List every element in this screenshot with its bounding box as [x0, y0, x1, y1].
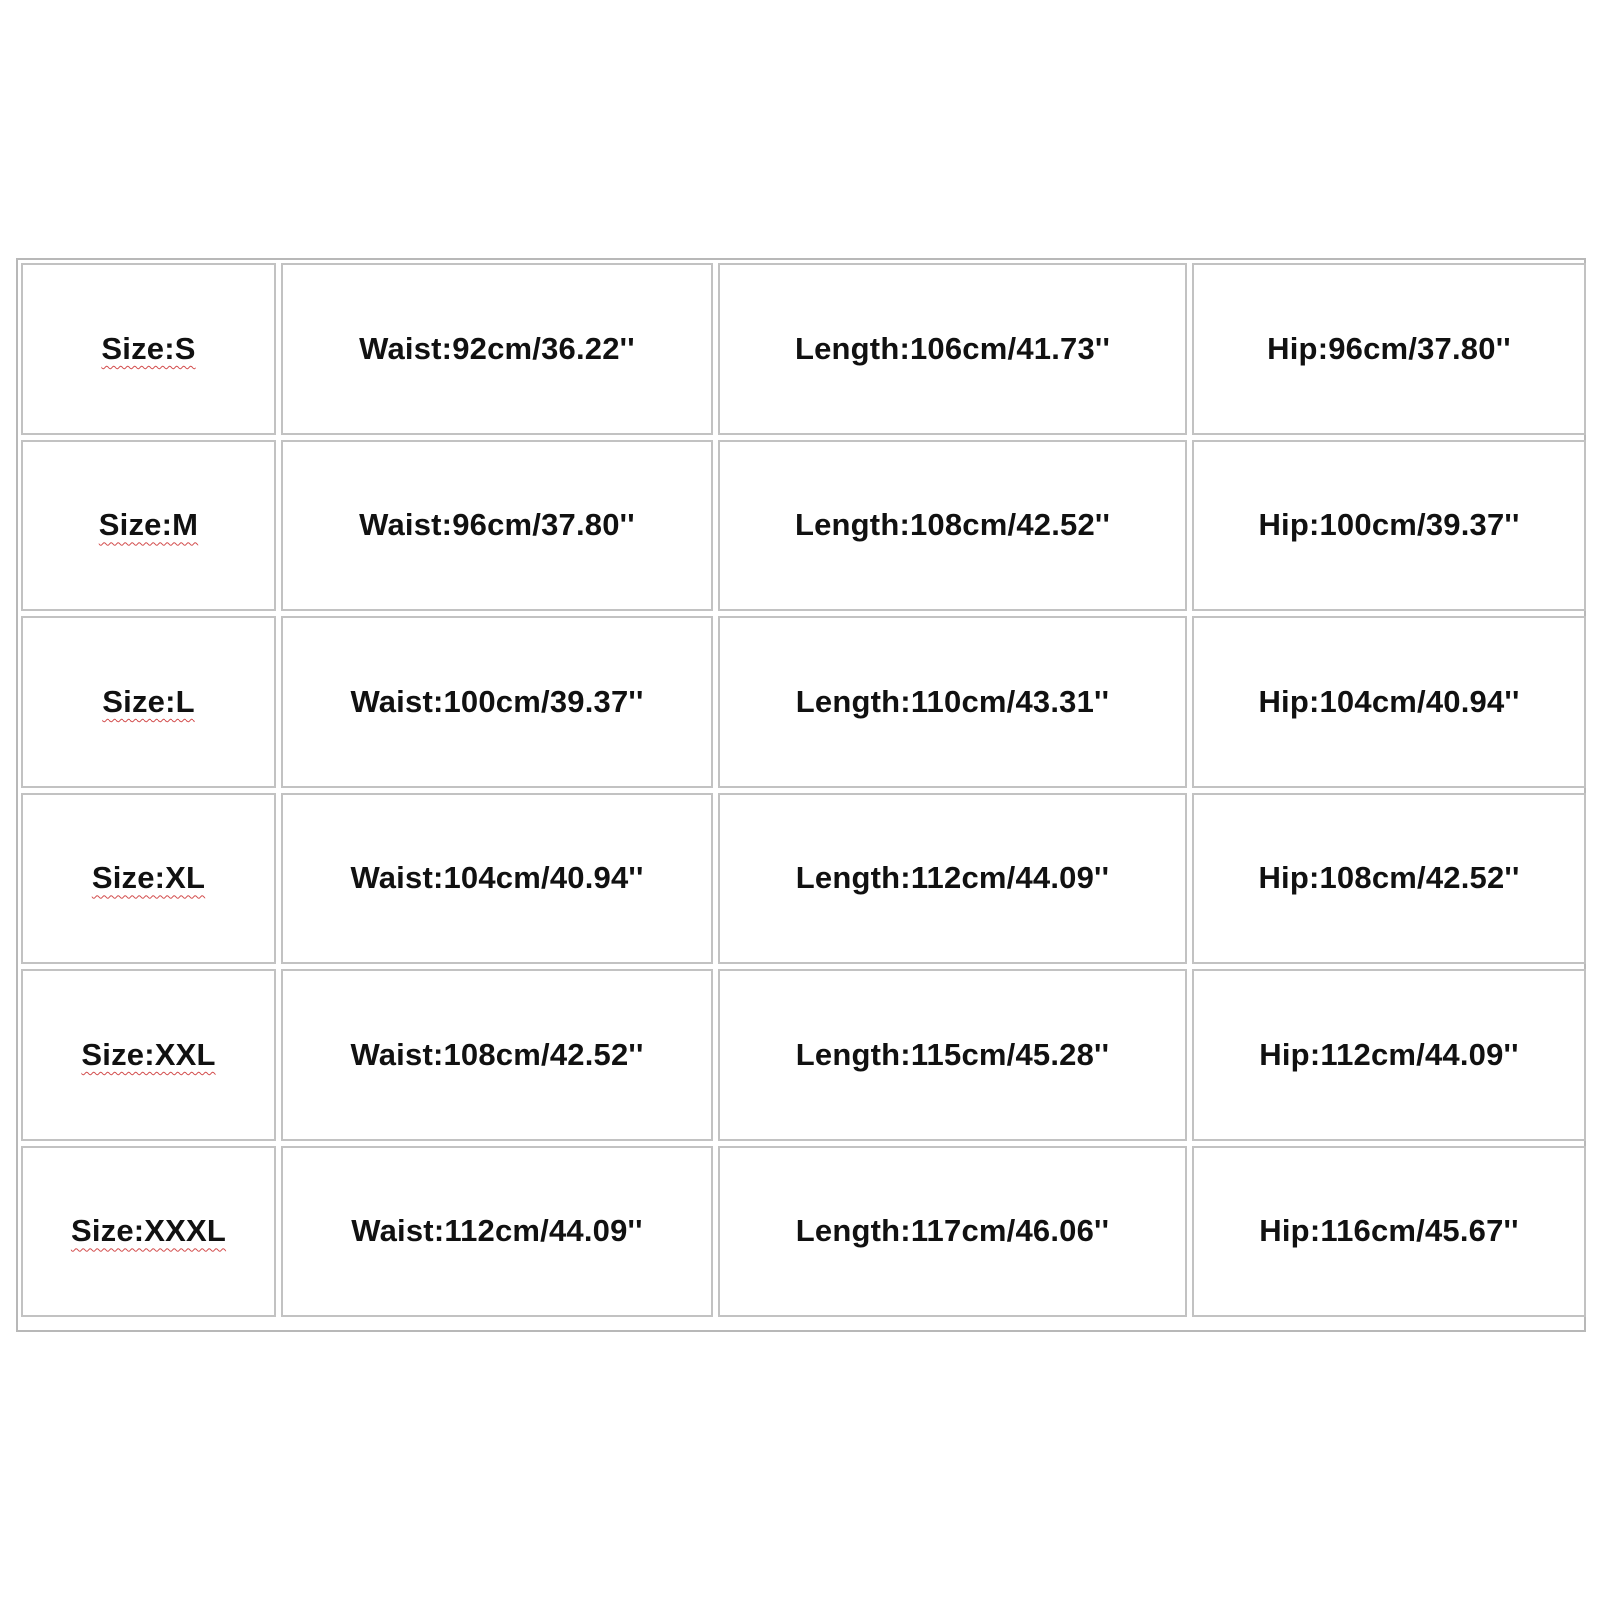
size-cell: [21, 616, 276, 788]
waist-cell: Waist:112cm/44.09'': [281, 1146, 713, 1318]
hip-cell: Hip:108cm/42.52'': [1192, 793, 1586, 965]
size-label: Size:M: [98, 507, 199, 543]
hip-cell: Hip:104cm/40.94'': [1192, 616, 1586, 788]
table-row: [21, 969, 1586, 1141]
size-cell: [21, 793, 276, 965]
table-row: [21, 1146, 1586, 1318]
size-cell: [21, 440, 276, 612]
table-row: [21, 263, 1586, 435]
size-cell: [21, 1146, 276, 1318]
size-chart-table: [16, 258, 1591, 1322]
hip-cell: Hip:112cm/44.09'': [1192, 969, 1586, 1141]
size-label: Size:XL: [91, 860, 206, 896]
waist-cell: Waist:92cm/36.22'': [281, 263, 713, 435]
hip-cell: Hip:100cm/39.37'': [1192, 440, 1586, 612]
waist-cell: Waist:104cm/40.94'': [281, 793, 713, 965]
length-cell: Length:108cm/42.52'': [718, 440, 1187, 612]
hip-cell: Hip:96cm/37.80'': [1192, 263, 1586, 435]
size-label: Size:XXL: [81, 1036, 216, 1072]
size-label: Size:L: [102, 683, 195, 719]
length-cell: Length:110cm/43.31'': [718, 616, 1187, 788]
length-cell: Length:117cm/46.06'': [718, 1146, 1187, 1318]
length-cell: Length:112cm/44.09'': [718, 793, 1187, 965]
table-row: [21, 616, 1586, 788]
waist-cell: Waist:100cm/39.37'': [281, 616, 713, 788]
length-cell: Length:115cm/45.28'': [718, 969, 1187, 1141]
waist-cell: Waist:108cm/42.52'': [281, 969, 713, 1141]
size-label: Size:S: [101, 330, 196, 366]
size-cell: [21, 263, 276, 435]
size-chart-frame: [16, 258, 1586, 1332]
table-row: [21, 793, 1586, 965]
waist-cell: Waist:96cm/37.80'': [281, 440, 713, 612]
hip-cell: Hip:116cm/45.67'': [1192, 1146, 1586, 1318]
size-label: Size:XXXL: [70, 1213, 227, 1249]
table-row: [21, 440, 1586, 612]
length-cell: Length:106cm/41.73'': [718, 263, 1187, 435]
size-cell: [21, 969, 276, 1141]
